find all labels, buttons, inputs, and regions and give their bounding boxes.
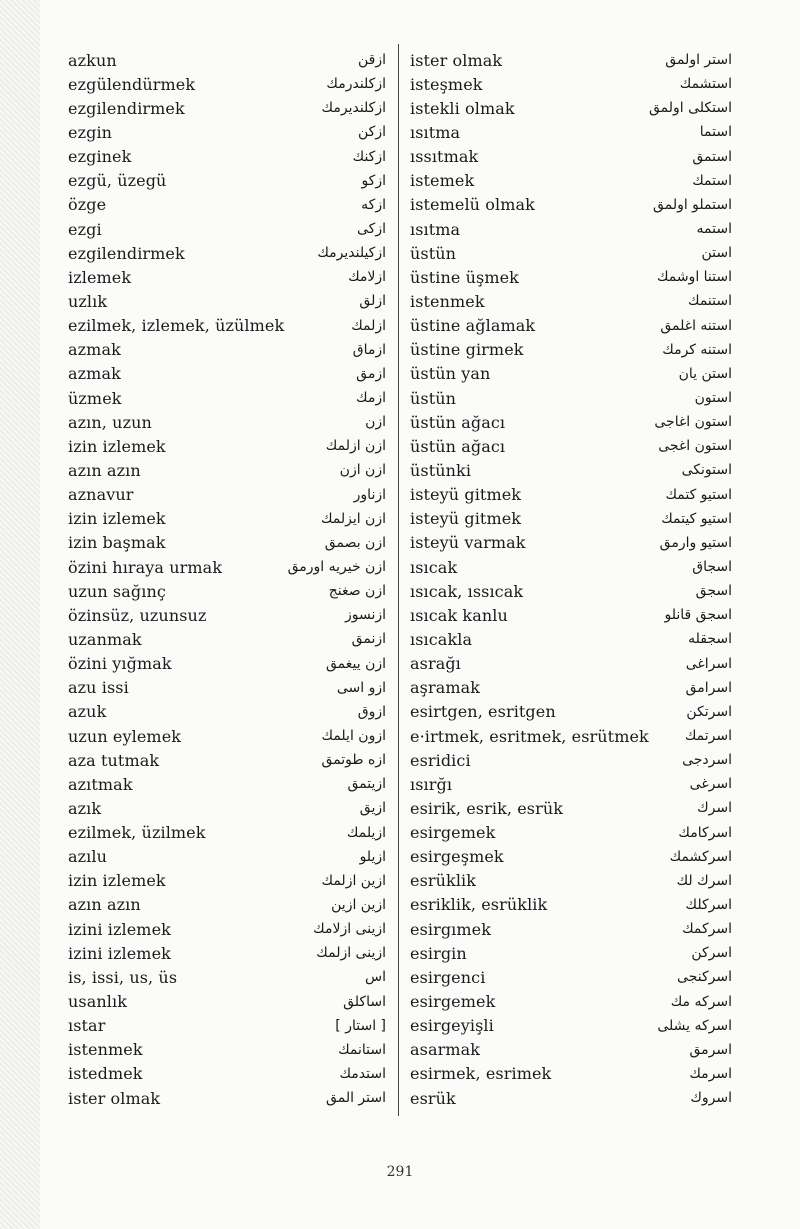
- ottoman-script-form: ازكلنديرمك: [321, 100, 386, 117]
- ottoman-script-form: استمه: [696, 221, 732, 238]
- ottoman-script-form: ازوق: [357, 703, 386, 720]
- dictionary-entry: [68, 169, 386, 193]
- ottoman-script-form: ازيلمك: [346, 824, 386, 841]
- dictionary-entry: [410, 965, 732, 989]
- ottoman-script-form: ازنمق: [351, 631, 386, 648]
- turkish-headword: ezginek: [68, 147, 132, 167]
- ottoman-script-form: اسرامق: [685, 679, 732, 696]
- dictionary-entry: [68, 48, 386, 72]
- turkish-headword: izin izlemek: [68, 871, 166, 891]
- dictionary-entry: [68, 386, 386, 410]
- dictionary-entry: [410, 410, 732, 434]
- dictionary-entry: [68, 724, 386, 748]
- ottoman-script-form: ازلمك: [351, 317, 386, 334]
- ottoman-script-form: ازه طوتمق: [321, 752, 386, 769]
- dictionary-entry: [410, 145, 732, 169]
- dictionary-entry: [68, 652, 386, 676]
- turkish-headword: ısıcak kanlu: [410, 605, 508, 625]
- dictionary-entry: [68, 579, 386, 603]
- ottoman-script-form: ازكه: [361, 196, 386, 213]
- turkish-headword: üstün yan: [410, 364, 491, 384]
- ottoman-script-form: ازون ايلمك: [321, 728, 386, 744]
- dictionary-entry: [68, 289, 386, 313]
- ottoman-script-form: اسركنجى: [677, 969, 732, 986]
- turkish-headword: esirgeyişli: [410, 1016, 494, 1036]
- turkish-headword: esirik, esrik, esrük: [410, 798, 564, 818]
- dictionary-entry: [68, 989, 386, 1013]
- turkish-headword: üstine ağlamak: [410, 316, 536, 336]
- dictionary-entry: [410, 941, 732, 965]
- turkish-headword: uzlık: [68, 291, 108, 311]
- ottoman-script-form: ازمك: [356, 390, 386, 407]
- ottoman-script-form: ازنسوز: [344, 607, 386, 624]
- turkish-headword: izin izlemek: [68, 436, 166, 456]
- dictionary-entry: [68, 507, 386, 531]
- dictionary-entry: [68, 410, 386, 434]
- turkish-headword: ezgülendürmek: [68, 74, 196, 94]
- ottoman-script-form: اسرغى: [689, 776, 732, 793]
- ottoman-script-form: [ استار ]: [335, 1017, 386, 1034]
- ottoman-script-form: استون اغجى: [658, 438, 732, 455]
- dictionary-entry: [410, 676, 732, 700]
- dictionary-entry: [68, 845, 386, 869]
- turkish-headword: üstün: [410, 243, 457, 263]
- ottoman-script-form: ازين ازين: [331, 896, 386, 913]
- turkish-headword: isteşmek: [410, 74, 483, 94]
- turkish-headword: azın azın: [68, 460, 141, 480]
- dictionary-entry: [68, 145, 386, 169]
- turkish-headword: istenmek: [68, 1040, 143, 1060]
- dictionary-entry: [68, 941, 386, 965]
- dictionary-entry: [410, 483, 732, 507]
- turkish-headword: ıstar: [68, 1016, 106, 1036]
- turkish-headword: ısıtma: [410, 219, 461, 239]
- turkish-headword: özini yığmak: [68, 654, 172, 674]
- ottoman-script-form: اس: [365, 969, 386, 986]
- dictionary-entry: [410, 434, 732, 458]
- turkish-headword: azuk: [68, 702, 107, 722]
- dictionary-entry: [410, 700, 732, 724]
- turkish-headword: uzanmak: [68, 629, 142, 649]
- turkish-headword: ister olmak: [410, 50, 503, 70]
- turkish-headword: isteyü gitmek: [410, 485, 522, 505]
- turkish-headword: azın azın: [68, 895, 141, 915]
- turkish-headword: ezgilendirmek: [68, 243, 185, 263]
- turkish-headword: uzun sağınç: [68, 581, 166, 601]
- ottoman-script-form: ازكيلنديرمك: [317, 245, 386, 262]
- dictionary-entry: [68, 627, 386, 651]
- ottoman-script-form: ازناور: [353, 486, 386, 503]
- dictionary-entry: [410, 531, 732, 555]
- ottoman-script-form: استن: [701, 245, 732, 262]
- turkish-headword: özini hıraya urmak: [68, 557, 223, 577]
- dictionary-entry: [68, 96, 386, 120]
- ottoman-script-form: ازكو: [361, 172, 386, 189]
- dictionary-entry: [68, 676, 386, 700]
- ottoman-script-form: استيو وارمق: [659, 534, 732, 551]
- ottoman-script-form: اسرتكن: [686, 703, 732, 720]
- turkish-headword: istedmek: [68, 1064, 143, 1084]
- dictionary-entry: [68, 483, 386, 507]
- dictionary-entry: [68, 700, 386, 724]
- dictionary-entry: [410, 386, 732, 410]
- turkish-headword: üstine girmek: [410, 340, 524, 360]
- dictionary-entry: [410, 507, 732, 531]
- page-edge-texture: [0, 0, 40, 1229]
- ottoman-script-form: اسروك: [690, 1090, 732, 1107]
- ottoman-script-form: اسراغى: [685, 655, 732, 672]
- turkish-headword: azkun: [68, 50, 117, 70]
- ottoman-script-form: استدمك: [339, 1065, 386, 1082]
- ottoman-script-form: ازكلندرمك: [326, 76, 386, 93]
- turkish-headword: ezilmek, izlemek, üzülmek: [68, 316, 285, 336]
- turkish-headword: özinsüz, uzunsuz: [68, 605, 207, 625]
- turkish-headword: üstine üşmek: [410, 267, 519, 287]
- turkish-headword: izin izlemek: [68, 509, 166, 529]
- turkish-headword: esirtgen, esritgen: [410, 702, 556, 722]
- ottoman-script-form: ازو اسى: [336, 679, 386, 696]
- dictionary-entry: [68, 338, 386, 362]
- turkish-headword: ezgü, üzegü: [68, 171, 167, 191]
- turkish-headword: esrük: [410, 1088, 456, 1108]
- dictionary-entry: [68, 1062, 386, 1086]
- dictionary-entry: [410, 458, 732, 482]
- dictionary-entry: [410, 1038, 732, 1062]
- turkish-headword: ısıcak, ıssıcak: [410, 581, 524, 601]
- turkish-headword: izini izlemek: [68, 943, 171, 963]
- ottoman-script-form: ازينى ازلامك: [313, 921, 386, 938]
- turkish-headword: üstünki: [410, 460, 472, 480]
- dictionary-entry: [410, 169, 732, 193]
- ottoman-script-form: استمق: [692, 148, 732, 165]
- dictionary-entry: [410, 772, 732, 796]
- dictionary-entry: [68, 193, 386, 217]
- ottoman-script-form: ازماق: [352, 341, 386, 358]
- ottoman-script-form: استيو كيتمك: [661, 510, 732, 527]
- dictionary-entry: [410, 579, 732, 603]
- ottoman-script-form: استون اغاجى: [654, 414, 732, 431]
- ottoman-script-form: ازين ازلمك: [321, 872, 386, 889]
- dictionary-entry: [410, 917, 732, 941]
- ottoman-script-form: استنه كرمك: [662, 341, 732, 358]
- ottoman-script-form: ازقن: [358, 52, 386, 69]
- ottoman-script-form: استر اولمق: [665, 52, 732, 69]
- ottoman-script-form: ازن: [365, 414, 386, 431]
- ottoman-script-form: اسركامك: [678, 824, 732, 841]
- dictionary-entry: [68, 603, 386, 627]
- ottoman-script-form: استونكى: [681, 462, 732, 479]
- ottoman-script-form: استمك: [692, 172, 732, 189]
- dictionary-entry: [68, 821, 386, 845]
- turkish-headword: ısıtma: [410, 122, 461, 142]
- turkish-headword: izlemek: [68, 267, 132, 287]
- ottoman-script-form: استكلى اولمق: [648, 100, 732, 117]
- dictionary-entry: [410, 869, 732, 893]
- turkish-headword: üzmek: [68, 388, 122, 408]
- turkish-headword: ezilmek, üzilmek: [68, 823, 206, 843]
- dictionary-entry: [68, 314, 386, 338]
- dictionary-entry: [68, 265, 386, 289]
- dictionary-entry: [68, 869, 386, 893]
- turkish-headword: üstün ağacı: [410, 412, 506, 432]
- turkish-headword: istemelü olmak: [410, 195, 535, 215]
- turkish-headword: asrağı: [410, 654, 461, 674]
- ottoman-script-form: ازكنك: [352, 148, 386, 165]
- turkish-headword: üstün ağacı: [410, 436, 506, 456]
- ottoman-script-form: اسرك: [697, 800, 732, 817]
- left-column: [68, 48, 386, 1110]
- dictionary-entry: [68, 458, 386, 482]
- turkish-headword: usanlık: [68, 992, 127, 1012]
- ottoman-script-form: استملو اولمق: [653, 196, 732, 213]
- turkish-headword: aza tutmak: [68, 750, 160, 770]
- turkish-headword: esirgin: [410, 943, 467, 963]
- dictionary-entry: [68, 748, 386, 772]
- turkish-headword: izini izlemek: [68, 919, 171, 939]
- ottoman-script-form: اسرمق: [689, 1041, 732, 1058]
- dictionary-entry: [410, 72, 732, 96]
- dictionary-entry: [68, 120, 386, 144]
- turkish-headword: ıssıtmak: [410, 147, 479, 167]
- ottoman-script-form: اسرك لك: [676, 872, 732, 889]
- dictionary-entry: [410, 893, 732, 917]
- ottoman-script-form: اساكلق: [343, 993, 386, 1010]
- right-column: [410, 48, 732, 1110]
- dictionary-entry: [68, 772, 386, 796]
- dictionary-entry: [68, 531, 386, 555]
- dictionary-entry: [410, 989, 732, 1013]
- turkish-headword: istenmek: [410, 291, 485, 311]
- ottoman-script-form: ازيتمق: [347, 776, 386, 793]
- turkish-headword: esridici: [410, 750, 471, 770]
- ottoman-script-form: ازن ايزلمك: [320, 510, 386, 527]
- ottoman-script-form: اسركه مك: [670, 993, 732, 1010]
- ottoman-script-form: ازمق: [356, 365, 386, 382]
- dictionary-entry: [410, 314, 732, 338]
- dictionary-entry: [410, 120, 732, 144]
- ottoman-script-form: ازن ازلمك: [325, 438, 386, 455]
- turkish-headword: azık: [68, 798, 102, 818]
- turkish-headword: esrüklik: [410, 871, 477, 891]
- turkish-headword: uzun eylemek: [68, 726, 182, 746]
- turkish-headword: azın, uzun: [68, 412, 152, 432]
- ottoman-script-form: اسركلك: [685, 896, 732, 913]
- ottoman-script-form: اسركمك: [682, 921, 732, 938]
- dictionary-entry: [410, 362, 732, 386]
- turkish-headword: izin başmak: [68, 533, 166, 553]
- dictionary-entry: [68, 1014, 386, 1038]
- page-number: 291: [386, 1164, 414, 1180]
- ottoman-script-form: ازينى ازلمك: [316, 945, 386, 962]
- turkish-headword: e·irtmek, esritmek, esrütmek: [410, 726, 649, 746]
- turkish-headword: aşramak: [410, 678, 481, 698]
- dictionary-entry: [410, 724, 732, 748]
- turkish-headword: aznavur: [68, 485, 134, 505]
- dictionary-entry: [410, 796, 732, 820]
- turkish-headword: ister olmak: [68, 1088, 161, 1108]
- dictionary-entry: [410, 652, 732, 676]
- column-divider: [398, 44, 399, 1116]
- ottoman-script-form: ازن خيريه اورمق: [287, 559, 386, 576]
- dictionary-entry: [68, 917, 386, 941]
- dictionary-entry: [410, 193, 732, 217]
- ottoman-script-form: ازن صغنج: [328, 583, 386, 600]
- ottoman-script-form: استر المق: [326, 1090, 386, 1107]
- turkish-headword: esirgımek: [410, 919, 492, 939]
- ottoman-script-form: استيو كتمك: [665, 486, 732, 503]
- ottoman-script-form: استن يان: [678, 365, 732, 382]
- dictionary-entry: [410, 217, 732, 241]
- dictionary-entry: [68, 362, 386, 386]
- turkish-headword: ezgilendirmek: [68, 98, 185, 118]
- dictionary-entry: [68, 72, 386, 96]
- turkish-headword: esirgeşmek: [410, 847, 504, 867]
- dictionary-entry: [410, 289, 732, 313]
- dictionary-entry: [410, 845, 732, 869]
- turkish-headword: ısıcakla: [410, 629, 473, 649]
- turkish-headword: esirgemek: [410, 823, 496, 843]
- ottoman-script-form: استنمك: [688, 293, 732, 310]
- dictionary-entry: [410, 1014, 732, 1038]
- dictionary-entry: [410, 555, 732, 579]
- ottoman-script-form: استنا اوشمك: [656, 269, 732, 286]
- dictionary-entry: [68, 965, 386, 989]
- ottoman-script-form: اسردجى: [682, 752, 732, 769]
- dictionary-entry: [410, 265, 732, 289]
- ottoman-script-form: اسركشمك: [669, 848, 732, 865]
- turkish-headword: esirmek, esrimek: [410, 1064, 552, 1084]
- dictionary-entry: [68, 796, 386, 820]
- ottoman-script-form: ازن بصمق: [324, 534, 386, 551]
- ottoman-script-form: استشمك: [679, 76, 732, 93]
- ottoman-script-form: استما: [699, 124, 732, 141]
- turkish-headword: ezgin: [68, 122, 113, 142]
- dictionary-entry: [68, 893, 386, 917]
- dictionary-entry: [410, 821, 732, 845]
- turkish-headword: azmak: [68, 340, 121, 360]
- dictionary-entry: [68, 434, 386, 458]
- dictionary-entry: [410, 48, 732, 72]
- ottoman-script-form: ازلامك: [348, 269, 386, 286]
- dictionary-entry: [68, 241, 386, 265]
- ottoman-script-form: ازكى: [357, 221, 386, 238]
- ottoman-script-form: ازكن: [358, 124, 386, 141]
- turkish-headword: ezgi: [68, 219, 102, 239]
- turkish-headword: ısırğı: [410, 774, 453, 794]
- dictionary-entry: [410, 1062, 732, 1086]
- dictionary-entry: [68, 1086, 386, 1110]
- turkish-headword: is, issi, us, üs: [68, 967, 178, 987]
- ottoman-script-form: استنه اغلمق: [660, 317, 732, 334]
- turkish-headword: asarmak: [410, 1040, 481, 1060]
- turkish-headword: azıtmak: [68, 774, 133, 794]
- ottoman-script-form: ازلق: [359, 293, 386, 310]
- turkish-headword: esirgenci: [410, 967, 486, 987]
- dictionary-entry: [410, 627, 732, 651]
- ottoman-script-form: اسركن: [691, 945, 732, 962]
- turkish-headword: ısıcak: [410, 557, 458, 577]
- turkish-headword: istekli olmak: [410, 98, 515, 118]
- turkish-headword: istemek: [410, 171, 475, 191]
- turkish-headword: esirgemek: [410, 992, 496, 1012]
- ottoman-script-form: استون: [694, 390, 732, 407]
- turkish-headword: isteyü gitmek: [410, 509, 522, 529]
- dictionary-entry: [410, 1086, 732, 1110]
- ottoman-script-form: ازيلو: [359, 848, 386, 865]
- ottoman-script-form: اسرمك: [689, 1065, 732, 1082]
- turkish-headword: üstün: [410, 388, 457, 408]
- dictionary-entry: [68, 1038, 386, 1062]
- ottoman-script-form: اسجق: [695, 583, 732, 600]
- ottoman-script-form: ازن ازن: [339, 462, 386, 479]
- ottoman-script-form: ازن ييغمق: [325, 655, 386, 672]
- ottoman-script-form: اسركه يشلى: [657, 1017, 732, 1034]
- ottoman-script-form: اسرتمك: [684, 728, 732, 744]
- dictionary-entry: [410, 603, 732, 627]
- dictionary-entry: [68, 555, 386, 579]
- dictionary-entry: [410, 96, 732, 120]
- dictionary-entry: [68, 217, 386, 241]
- turkish-headword: esriklik, esrüklik: [410, 895, 548, 915]
- turkish-headword: isteyü varmak: [410, 533, 526, 553]
- turkish-headword: azılu: [68, 847, 108, 867]
- dictionary-entry: [410, 748, 732, 772]
- turkish-headword: azmak: [68, 364, 121, 384]
- ottoman-script-form: اسجقله: [688, 631, 732, 648]
- ottoman-script-form: اسجاق: [692, 559, 732, 576]
- turkish-headword: özge: [68, 195, 107, 215]
- ottoman-script-form: ازيق: [359, 800, 386, 817]
- dictionary-entry: [410, 241, 732, 265]
- turkish-headword: azu issi: [68, 678, 129, 698]
- ottoman-script-form: اسجق قانلو: [664, 607, 732, 624]
- ottoman-script-form: استانمك: [338, 1041, 386, 1058]
- dictionary-entry: [410, 338, 732, 362]
